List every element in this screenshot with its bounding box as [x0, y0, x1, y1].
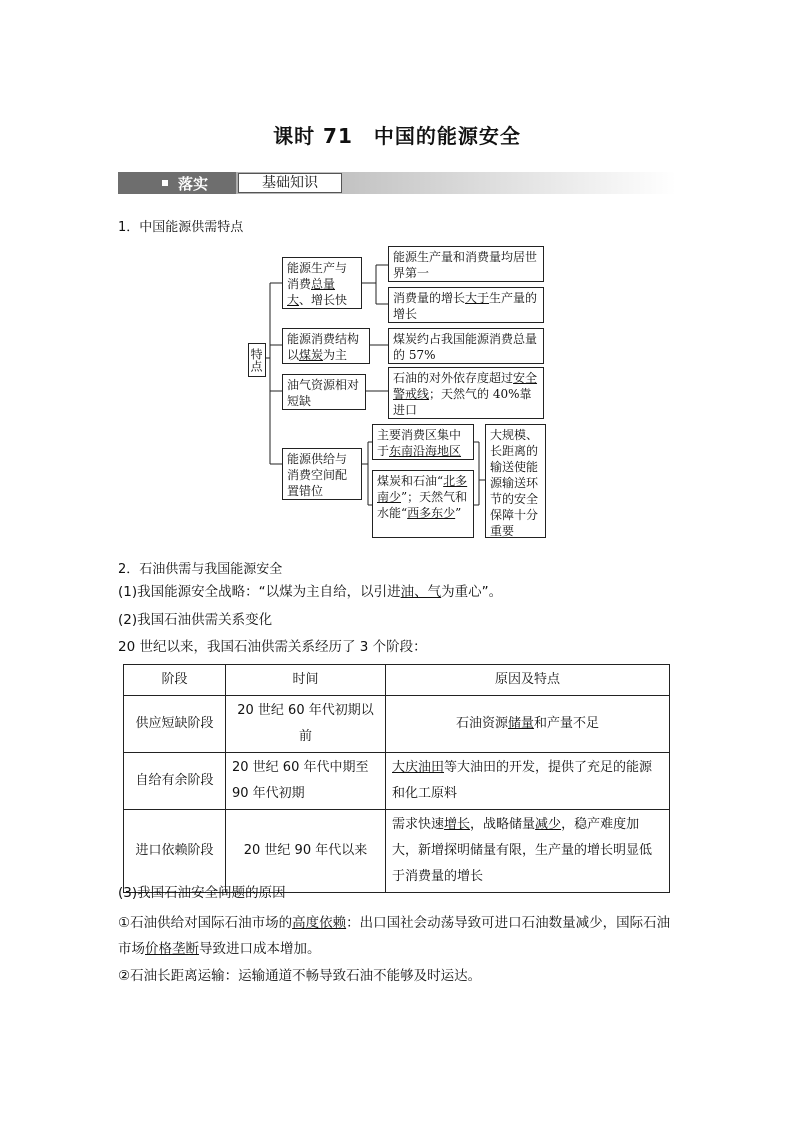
paragraph-text: ①石油供给对国际石油市场的 — [118, 915, 293, 931]
banner-right-label: 基础知识 — [238, 173, 342, 193]
table-cell-stage: 自给有余阶段 — [124, 753, 226, 810]
banner-left-label: 落实 — [178, 175, 209, 193]
cell-text: ，战略储量 — [470, 817, 536, 832]
paragraph-keyword: 高度依赖 — [292, 915, 347, 931]
leaf-node — [388, 246, 544, 282]
leaf-node — [388, 367, 544, 419]
table-cell-time: 20 世纪 60 年代中期至 90 年代初期 — [226, 753, 386, 810]
cause-paragraph-2: ②石油长距离运输：运输通道不畅导致石油不能够及时运达。 — [118, 968, 482, 984]
leaf-keyword: 大于 — [465, 291, 490, 305]
branch-keyword: 总量大 — [287, 277, 336, 307]
table-row — [124, 696, 670, 753]
branch-node-oilgas — [282, 374, 366, 410]
leaf-text: 煤炭和石油“ — [377, 474, 444, 488]
supply-stages-table — [123, 664, 670, 893]
cause-paragraph-1 — [118, 910, 680, 962]
branch-text: 能源生产与消费 — [287, 261, 348, 291]
table-cell-reason — [386, 753, 670, 810]
branch-text: 、增长快 — [299, 293, 348, 307]
paragraph-keyword: 价格垄断 — [145, 941, 199, 957]
paragraph-text: 导致进口成本增加。 — [199, 941, 321, 957]
paragraph-text: 为重心”。 — [441, 584, 503, 600]
subheading-supply-change: (2)我国石油供需关系变化 — [118, 612, 273, 628]
table-header-cell: 阶段 — [124, 665, 226, 696]
leaf-text: 消费量的增长 — [393, 291, 466, 305]
branch-text: 能源供给与消费空间配置错位 — [287, 452, 348, 498]
table-header-cell: 时间 — [226, 665, 386, 696]
branch-node-structure — [282, 328, 370, 364]
branch-text: 油气资源相对短缺 — [287, 378, 360, 408]
leaf-text: ；天然气的 40%靠进口 — [393, 387, 532, 417]
branch-keyword: 煤炭 — [299, 348, 324, 362]
table-row — [124, 753, 670, 810]
leaf-node — [388, 287, 544, 323]
cell-keyword: 增长 — [444, 817, 471, 832]
leaf-keyword: 东南沿海地区 — [389, 444, 462, 458]
branch-text: 能源消费结构以 — [287, 332, 360, 362]
leaf-text: 能源生产量和消费量均居世界第一 — [393, 250, 538, 280]
leaf-node — [388, 328, 544, 364]
section2-heading: 2．石油供需与我国能源安全 — [118, 562, 283, 577]
subheading-causes: (3)我国石油安全问题的原因 — [118, 885, 286, 901]
paragraph-text: ：出口国社会动荡导致可进口石油数量减少，国际石油市场 — [118, 915, 671, 957]
cell-text: 和产量不足 — [534, 716, 600, 731]
leaf-text: ” — [455, 506, 462, 520]
cell-keyword: 储量 — [507, 716, 534, 731]
cell-text: 石油资源 — [455, 716, 508, 731]
result-node: 大规模、长距离的输送使能源输送环节的安全保障十分重要 — [485, 424, 546, 538]
cell-keyword: 大庆油田 — [392, 760, 445, 775]
page-title: 课时 71 中国的能源安全 — [273, 124, 521, 148]
table-cell-time: 20 世纪 90 年代以来 — [226, 810, 386, 893]
leaf-node — [372, 470, 474, 538]
leaf-text: 生产量的增长 — [393, 291, 538, 321]
table-cell-stage: 供应短缺阶段 — [124, 696, 226, 753]
branch-node-total — [282, 257, 362, 309]
cell-text: 需求快速 — [392, 817, 445, 832]
leaf-text: 石油的对外依存度超过 — [393, 371, 514, 385]
cell-text: 等大油田的开发，提供了充足的能源和化工原料 — [392, 760, 653, 801]
table-cell-reason — [386, 696, 670, 753]
diagram-root-node: 特点 — [248, 343, 266, 377]
branch-text: 为主 — [323, 348, 348, 362]
table-cell-reason — [386, 810, 670, 893]
stages-intro: 20 世纪以来，我国石油供需关系经历了 3 个阶段： — [118, 639, 427, 655]
strategy-paragraph — [118, 582, 678, 602]
cell-keyword: 减少 — [535, 817, 562, 832]
table-header-row — [124, 665, 670, 696]
cell-text: ，稳产难度加大，新增探明储量有限，生产量的增长明显低于消费量的增长 — [392, 817, 653, 884]
section1-heading: 1．中国能源供需特点 — [118, 220, 244, 235]
branch-node-spatial — [282, 448, 362, 500]
table-header-cell: 原因及特点 — [386, 665, 670, 696]
table-cell-time: 20 世纪 60 年代初期以前 — [226, 696, 386, 753]
table-row — [124, 810, 670, 893]
leaf-node — [372, 424, 474, 460]
paragraph-text: (1)我国能源安全战略：“以煤为主自给，以引进 — [118, 584, 401, 600]
leaf-keyword: 西多东少 — [407, 506, 456, 520]
leaf-keyword: 北多南少 — [377, 474, 468, 504]
leaf-text: 主要消费区集中于 — [377, 428, 462, 458]
leaf-text: 煤炭约占我国能源消费总量的 57% — [393, 332, 538, 362]
paragraph-keyword: 油、气 — [400, 584, 442, 600]
leaf-keyword: 安全警戒线 — [393, 371, 538, 401]
leaf-text: ”；天然气和水能“ — [377, 490, 468, 520]
table-cell-stage: 进口依赖阶段 — [124, 810, 226, 893]
